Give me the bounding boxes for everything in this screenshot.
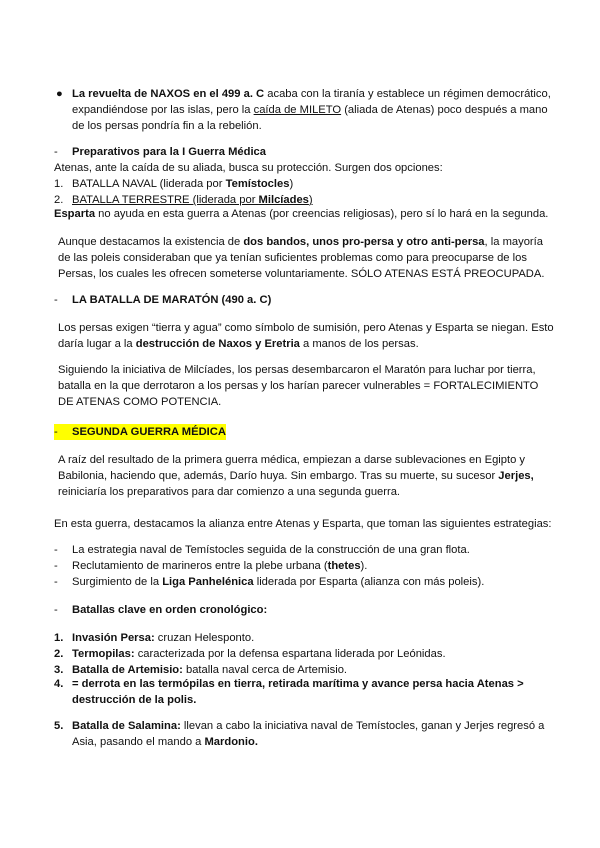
battle-item-1	[72, 630, 254, 646]
bandos-text: Aunque destacamos la existencia de	[58, 236, 244, 248]
battle-bold: Batalla de Artemisio:	[72, 664, 183, 676]
battle-text: Asia, pasando el mando a	[72, 736, 205, 748]
batallas-heading: Batallas clave en orden cronológico:	[72, 604, 268, 616]
mileto-link: caída de MILETO	[253, 104, 342, 116]
opt1-number: 1.	[54, 178, 64, 190]
segunda-bold: Jerjes,	[498, 470, 534, 482]
item-number: 2.	[54, 648, 64, 660]
strategy-text: Reclutamiento de marineros entre la plebe urbana (	[72, 560, 328, 572]
bandos-paragraph	[58, 234, 558, 282]
maraton-heading: LA BATALLA DE MARATÓN (490 a. C)	[72, 294, 272, 306]
naxos-text: de los persas pondría fin a la rebelión.	[72, 120, 262, 132]
item-number: 1.	[54, 632, 64, 644]
segunda-p1	[58, 452, 558, 500]
dash-marker: -	[54, 146, 58, 158]
opt-bold: Temístocles	[225, 178, 290, 190]
maraton-text: DE ATENAS COMO POTENCIA.	[58, 396, 222, 408]
opt-text: )	[289, 178, 294, 190]
battle-text: cruzan Helesponto.	[154, 632, 255, 644]
battle-bold: Termopilas:	[72, 648, 135, 660]
maraton-text: Siguiendo la iniciativa de Milcíades, los persas desembarcaron el Maratón para luchar por tierra,	[58, 364, 536, 376]
opt1-text	[72, 176, 293, 192]
bandos-text: de las poleis consideraban que ya tenían suficientes problemas como para preocuparse de los	[58, 252, 527, 264]
strategy-text: liderada por Esparta (alianza con más poleis).	[253, 576, 485, 588]
dash-marker: -	[54, 576, 58, 588]
strategy-text: ).	[360, 560, 368, 572]
battle-bold: Invasión Persa:	[72, 632, 155, 644]
esparta-bold: Esparta	[54, 208, 96, 220]
segunda-p2: En esta guerra, destacamos la alianza entre Atenas y Esparta, que toman las siguientes estrategias:	[54, 518, 552, 530]
maraton-text: daría lugar a la	[58, 338, 136, 350]
dash-marker: -	[54, 560, 58, 572]
strategy-1: La estrategia naval de Temístocles seguida de la construcción de una gran flota.	[72, 544, 470, 556]
battle-item-5	[72, 718, 572, 750]
maraton-text: batalla en la que derrotaron a los persas y los harían parecer vulnerables = FORTALECIMIENTO	[58, 380, 539, 392]
esparta-text: no ayuda en esta guerra a Atenas (por creencias religiosas), pero sí lo hará en la segunda.	[95, 208, 549, 220]
battle-text: llevan a cabo la iniciativa naval de Temístocles, ganan y Jerjes regresó a	[180, 720, 545, 732]
dash-marker: -	[54, 426, 58, 438]
battle-bold: = derrota en las termópilas en tierra, retirada marítima y avance persa hacia Atenas >	[72, 678, 524, 690]
item-number: 3.	[54, 664, 64, 676]
prep-intro: Atenas, ante la caída de su aliada, busca su protección. Surgen dos opciones:	[54, 162, 443, 174]
strategy-text: Surgimiento de la	[72, 576, 163, 588]
opt2-number: 2.	[54, 194, 64, 206]
maraton-text: Los persas exigen “tierra y agua” como símbolo de sumisión, pero Atenas y Esparta se niegan. Esto	[58, 322, 554, 334]
dash-marker: -	[54, 544, 58, 556]
item-number: 5.	[54, 720, 64, 732]
opt-bold: Milcíades	[258, 194, 309, 206]
battle-item-4	[72, 676, 562, 708]
opt-text: )	[308, 194, 313, 206]
item-number: 4.	[54, 678, 64, 690]
dash-marker: -	[54, 294, 58, 306]
dash-marker: -	[54, 604, 58, 616]
battle-item-2	[72, 646, 446, 662]
maraton-text: a manos de los persas.	[299, 338, 419, 350]
maraton-bold: destrucción de Naxos y Eretria	[135, 338, 300, 350]
segunda-text: A raíz del resultado de la primera guerra médica, empiezan a darse sublevaciones en Egipto y	[58, 454, 526, 466]
battle-bold: Mardonio.	[204, 736, 258, 748]
prep-heading: Preparativos para la I Guerra Médica	[72, 146, 267, 158]
opt-text: BATALLA NAVAL (liderada por	[72, 178, 226, 190]
battle-bold: Batalla de Salamina:	[72, 720, 181, 732]
naxos-text: expandiéndose por las islas, pero la	[72, 104, 254, 116]
bandos-bold: dos bandos, unos pro-persa y otro anti-persa	[243, 236, 485, 248]
strategy-2	[72, 558, 367, 574]
naxos-text: acaba con la tiranía y establece un régimen democrático,	[264, 88, 551, 100]
bandos-text: Persas, los cuales les ofrecen someterse voluntariamente. SÓLO ATENAS ESTÁ PREOCUPADA.	[58, 268, 545, 280]
bandos-text: , la mayoría	[484, 236, 543, 248]
naxos-text: (aliada de Atenas) poco después a mano	[341, 104, 548, 116]
battle-text: batalla naval cerca de Artemisio.	[182, 664, 348, 676]
opt-text: BATALLA TERRESTRE (liderada por	[72, 194, 259, 206]
bullet-icon: ●	[56, 88, 63, 100]
strategy-3	[72, 574, 484, 590]
battle-text: caracterizada por la defensa espartana liderada por Leónidas.	[134, 648, 446, 660]
strategy-bold: thetes	[327, 560, 361, 572]
segunda-text: Babilonia, haciendo que, además, Darío huya. Sin embargo. Tras su muerte, su sucesor	[58, 470, 499, 482]
esparta-line	[54, 206, 554, 222]
naxos-paragraph	[72, 86, 562, 134]
battle-bold: destrucción de la polis.	[72, 694, 197, 706]
naxos-bold: La revuelta de NAXOS en el 499 a. C	[72, 88, 265, 100]
segunda-heading: SEGUNDA GUERRA MÉDICA	[72, 426, 226, 438]
strategy-bold: Liga Panhelénica	[162, 576, 254, 588]
maraton-p2	[58, 362, 558, 410]
segunda-text: reiniciaría los preparativos para dar comienzo a una segunda guerra.	[58, 486, 401, 498]
maraton-p1	[58, 320, 558, 352]
